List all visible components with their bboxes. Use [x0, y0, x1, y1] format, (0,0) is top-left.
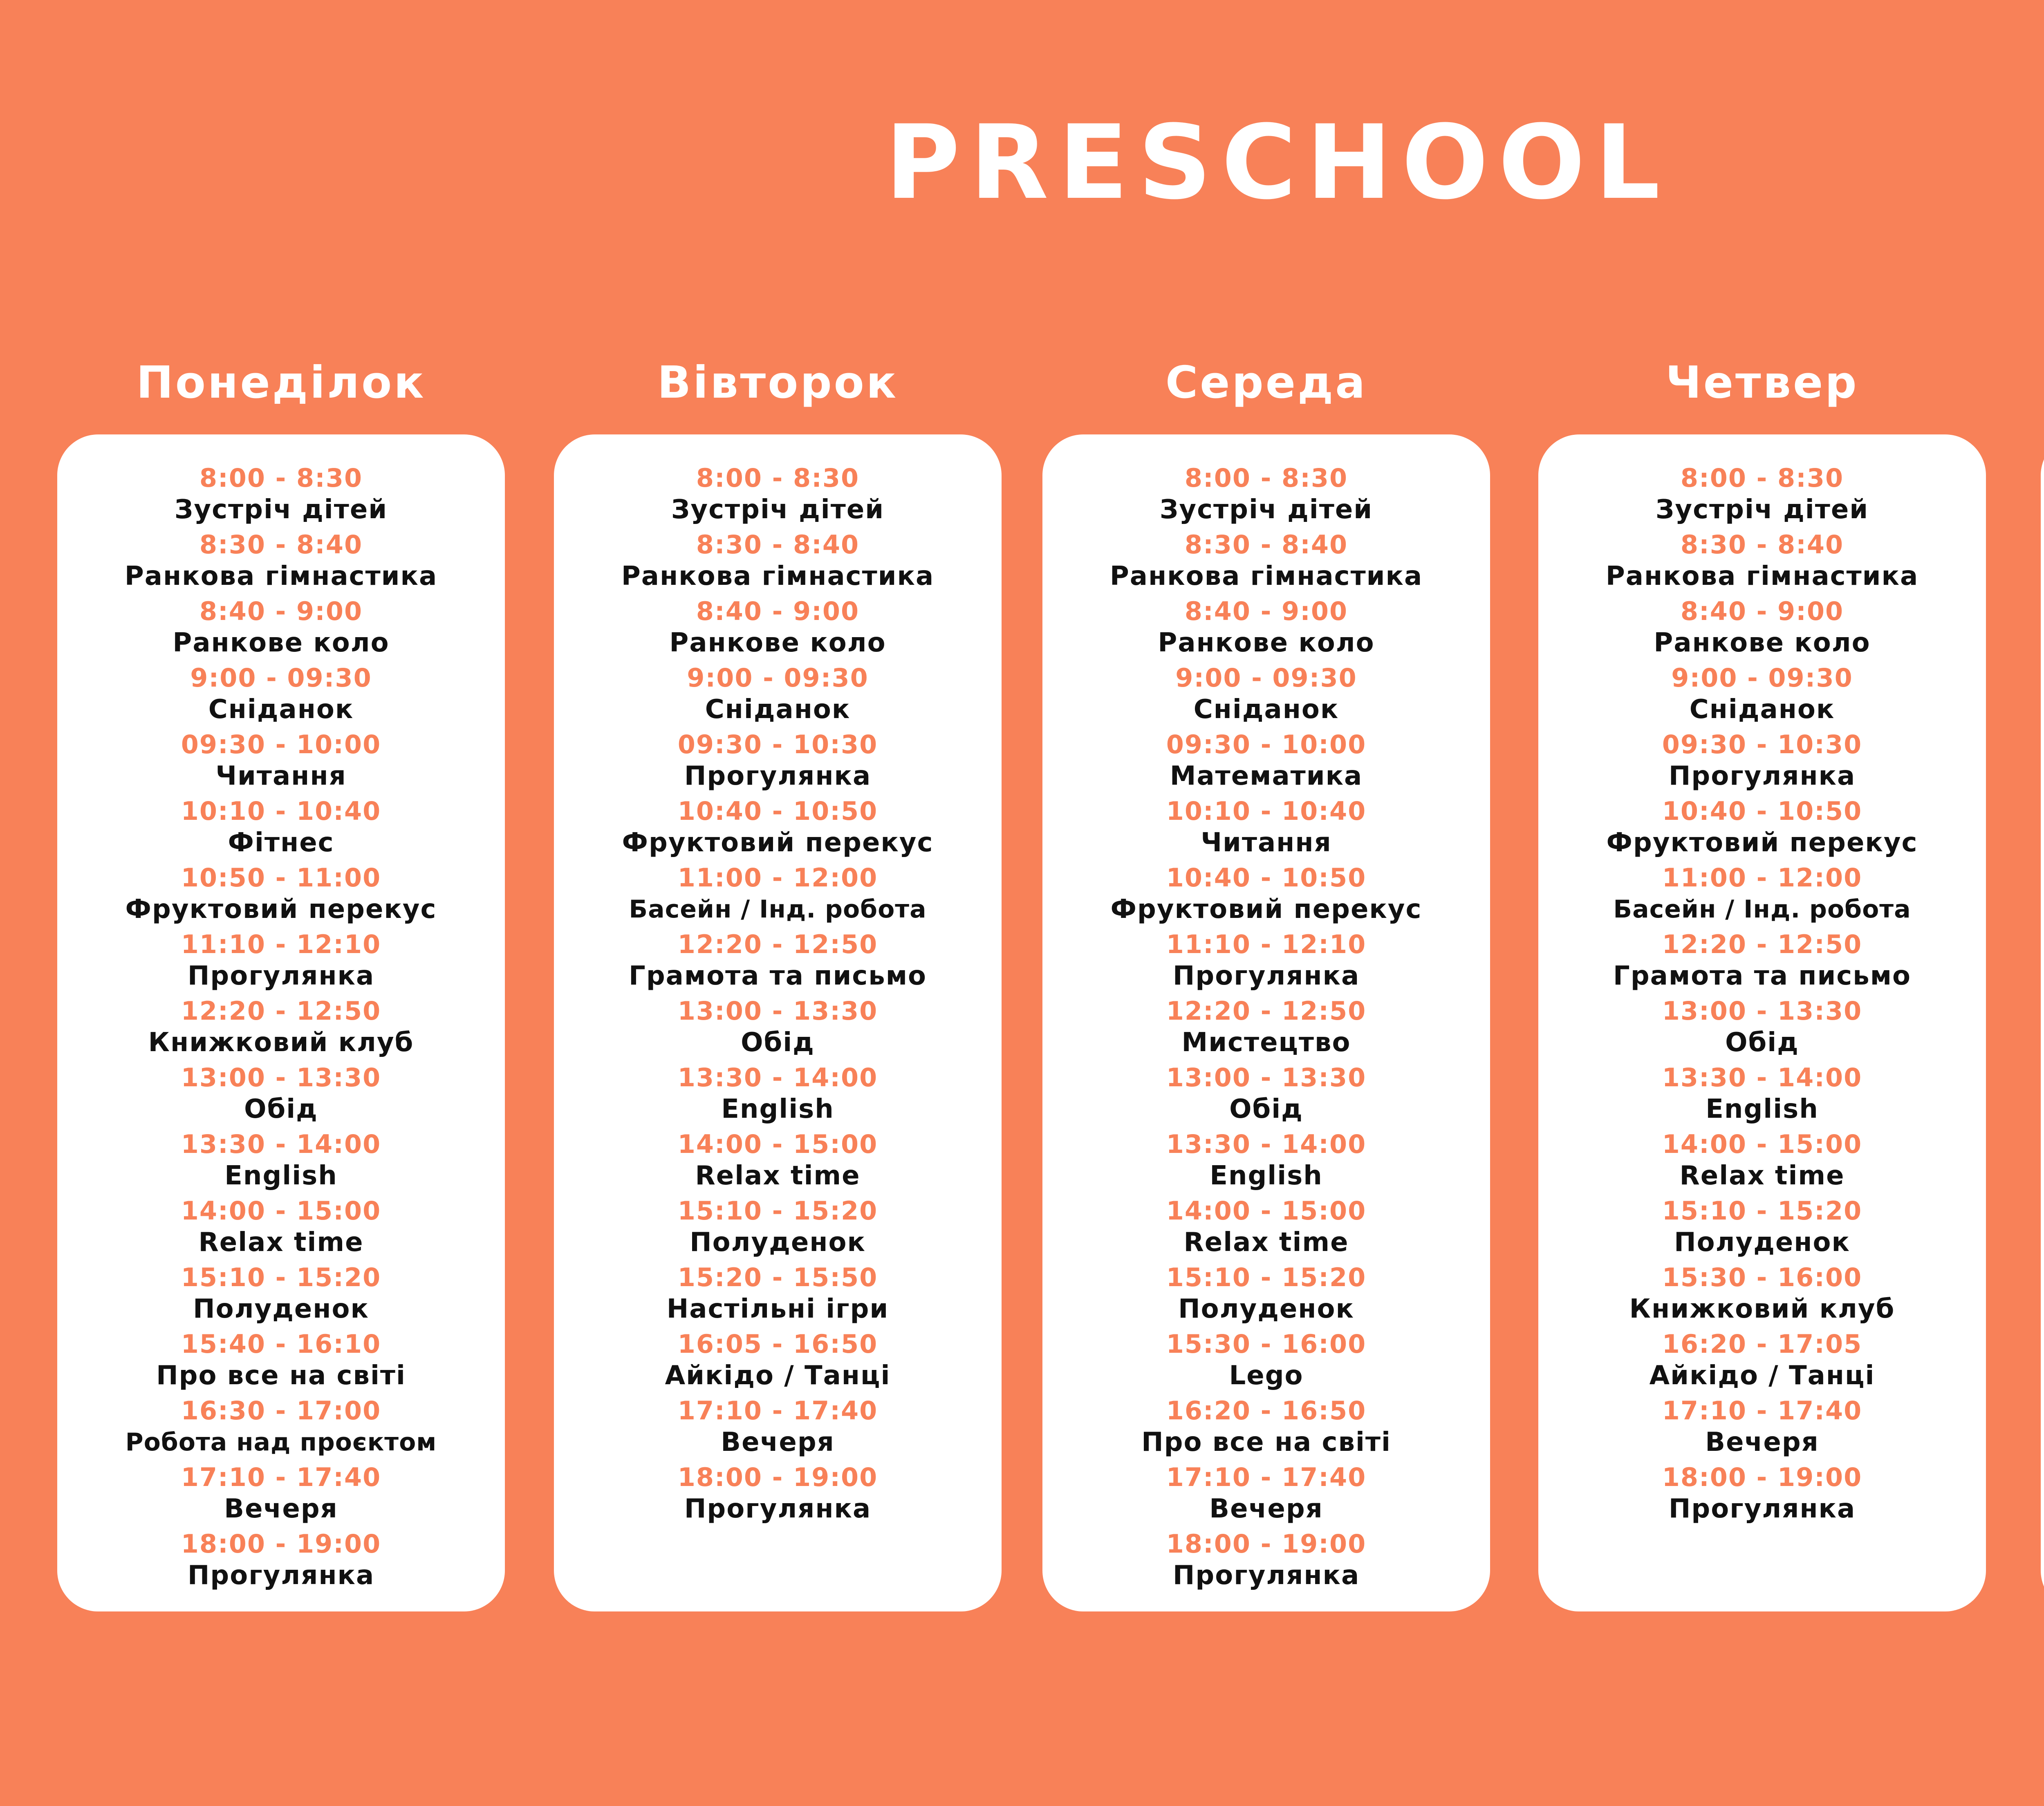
schedule-slot: [1042, 862, 1490, 928]
slot-activity: Обід: [1725, 1027, 1799, 1058]
slot-time: 8:00 - 8:30: [199, 463, 363, 493]
slot-activity: [2041, 1161, 2044, 1191]
slot-activity: English: [721, 1094, 834, 1124]
schedule-slot: [1538, 795, 1986, 862]
slot-time: [2041, 1261, 2044, 1294]
schedule-slot: [57, 862, 505, 928]
schedule-slot: [57, 1261, 505, 1328]
slot-activity: English: [1706, 1094, 1819, 1124]
schedule-slot: [1538, 728, 1986, 795]
schedule-slot: [2041, 928, 2044, 995]
slot-time: 16:20 - 16:50: [1166, 1396, 1367, 1426]
schedule-slot: [1042, 1461, 1490, 1528]
slot-time: 8:30 - 8:40: [1680, 530, 1844, 559]
schedule-slot: [1538, 462, 1986, 528]
slot-activity: Грамота та письмо: [1613, 961, 1911, 991]
slot-time: 14:00 - 15:00: [1166, 1196, 1367, 1226]
slot-time: [2041, 462, 2044, 495]
slot-time: 13:00 - 13:30: [181, 1063, 381, 1092]
schedule-slot: [1042, 528, 1490, 595]
slot-list: [1538, 462, 1986, 1528]
slot-time: [2041, 1461, 2044, 1494]
slot-activity: Прогулянка: [187, 1560, 375, 1591]
slot-activity: Полуденок: [1178, 1294, 1354, 1324]
schedule-slot: [554, 1328, 1002, 1394]
schedule-slot: [1042, 462, 1490, 528]
slot-time: 17:10 - 17:40: [181, 1462, 381, 1492]
slot-time: 10:10 - 10:40: [1166, 796, 1367, 826]
slot-activity: [2041, 1227, 2044, 1258]
schedule-slot: [2041, 995, 2044, 1061]
schedule-slot: [1538, 528, 1986, 595]
slot-time: [2041, 662, 2044, 694]
slot-time: 13:30 - 14:00: [181, 1129, 381, 1159]
page-title: PRESCHOOL: [885, 103, 1670, 222]
slot-time: 8:00 - 8:30: [1184, 463, 1348, 493]
schedule-slot: [57, 595, 505, 662]
schedule-slot: [1042, 1328, 1490, 1394]
slot-activity: Мистецтво: [1181, 1027, 1351, 1058]
slot-activity: Зустріч дітей: [174, 495, 388, 525]
slot-activity: Про все на світі: [156, 1361, 406, 1391]
schedule-slot: [1538, 995, 1986, 1061]
schedule-slot: [2041, 1261, 2044, 1328]
slot-time: 10:40 - 10:50: [1166, 863, 1367, 893]
slot-activity: Полуденок: [193, 1294, 369, 1324]
schedule-slot: [554, 1195, 1002, 1261]
slot-activity: Relax time: [695, 1161, 861, 1191]
slot-time: 8:30 - 8:40: [696, 530, 860, 559]
day-heading: Середа: [1165, 357, 1367, 408]
slot-time: 15:10 - 15:20: [181, 1262, 381, 1292]
slot-time: 15:10 - 15:20: [1662, 1196, 1862, 1226]
schedule-slot: [1042, 795, 1490, 862]
schedule-slot: [1538, 1394, 1986, 1461]
slot-activity: Обід: [741, 1027, 815, 1058]
day-heading: [2041, 352, 2044, 414]
slot-activity: Прогулянка: [187, 961, 375, 991]
slot-time: 09:30 - 10:30: [1662, 730, 1862, 759]
schedule-slot: [57, 462, 505, 528]
schedule-slot: [1538, 662, 1986, 728]
slot-activity: [2041, 894, 2044, 924]
schedule-slot: [554, 1128, 1002, 1195]
slot-activity: [2041, 561, 2044, 591]
schedule-slot: [1538, 862, 1986, 928]
slot-activity: Обід: [244, 1094, 318, 1124]
slot-time: [2041, 528, 2044, 561]
schedule-slot: [1538, 1128, 1986, 1195]
slot-activity: Ранкова гімнастика: [621, 561, 935, 591]
schedule-card: [1042, 434, 1490, 1611]
schedule-slot: [1538, 1328, 1986, 1394]
slot-time: [2041, 595, 2044, 628]
schedule-slot: [57, 1328, 505, 1394]
schedule-slot: [1042, 595, 1490, 662]
schedule-slot: [554, 1061, 1002, 1128]
slot-activity: Зустріч дітей: [1655, 495, 1869, 525]
slot-time: [2041, 1394, 2044, 1427]
schedule-slot: [554, 528, 1002, 595]
schedule-slot: [1538, 1195, 1986, 1261]
schedule-slot: [2041, 1328, 2044, 1394]
slot-activity: [2041, 628, 2044, 658]
slot-activity: Айкідо / Танці: [665, 1361, 891, 1391]
slot-activity: Математика: [1170, 761, 1363, 791]
slot-time: 09:30 - 10:00: [1166, 730, 1367, 759]
slot-time: 18:00 - 19:00: [677, 1462, 878, 1492]
slot-activity: Вечеря: [224, 1494, 338, 1524]
schedule-slot: [1042, 1394, 1490, 1461]
schedule-slot: [1042, 1128, 1490, 1195]
slot-time: 10:10 - 10:40: [181, 796, 381, 826]
schedule-slot: [1042, 728, 1490, 795]
slot-time: [2041, 862, 2044, 894]
slot-activity: Книжковий клуб: [148, 1027, 414, 1058]
slot-time: 11:10 - 12:10: [181, 929, 381, 959]
slot-time: 15:40 - 16:10: [181, 1329, 381, 1359]
slot-activity: Прогулянка: [1668, 761, 1856, 791]
schedule-slot: [1042, 995, 1490, 1061]
schedule-slot: [2041, 1128, 2044, 1195]
slot-time: 11:00 - 12:00: [1662, 863, 1862, 893]
slot-activity: Relax time: [1183, 1227, 1349, 1258]
schedule-slot: [2041, 1394, 2044, 1461]
slot-activity: Грамота та письмо: [629, 961, 927, 991]
slot-activity: Сніданок: [208, 694, 354, 725]
schedule-slot: [57, 928, 505, 995]
slot-time: [2041, 995, 2044, 1027]
slot-activity: Сніданок: [1689, 694, 1835, 725]
slot-activity: Обід: [1229, 1094, 1303, 1124]
slot-time: 8:40 - 9:00: [1184, 596, 1348, 626]
schedule-slot: [1538, 1061, 1986, 1128]
schedule-slot: [554, 862, 1002, 928]
day-heading: Вівторок: [657, 357, 899, 408]
slot-activity: Про все на світі: [1141, 1427, 1391, 1457]
slot-list: [57, 462, 505, 1594]
slot-activity: Фруктовий перекус: [125, 894, 437, 924]
slot-time: 13:30 - 14:00: [1166, 1129, 1367, 1159]
slot-activity: [2041, 1361, 2044, 1391]
slot-activity: Басейн / Інд. робота: [1613, 895, 1911, 924]
slot-activity: Прогулянка: [1172, 961, 1360, 991]
slot-activity: Ранкова гімнастика: [1109, 561, 1423, 591]
slot-time: 15:30 - 16:00: [1662, 1262, 1862, 1292]
slot-time: 09:30 - 10:00: [181, 730, 381, 759]
slot-activity: Ранкове коло: [669, 628, 886, 658]
schedule-slot: [57, 1128, 505, 1195]
schedule-slot: [554, 995, 1002, 1061]
slot-activity: Басейн / Інд. робота: [629, 895, 927, 924]
slot-activity: Прогулянка: [1172, 1560, 1360, 1591]
schedule-slot: [57, 1195, 505, 1261]
schedule-slot: [2041, 595, 2044, 662]
slot-time: 13:30 - 14:00: [677, 1063, 878, 1092]
slot-activity: [2041, 694, 2044, 725]
slot-time: 8:00 - 8:30: [696, 463, 860, 493]
slot-time: [2041, 928, 2044, 961]
slot-activity: [2041, 1494, 2044, 1524]
schedule-slot: [2041, 1528, 2044, 1594]
slot-activity: Книжковий клуб: [1629, 1294, 1895, 1324]
slot-time: [2041, 795, 2044, 828]
slot-time: 16:05 - 16:50: [677, 1329, 878, 1359]
slot-list: [554, 462, 1002, 1528]
slot-activity: Lego: [1229, 1361, 1304, 1391]
schedule-slot: [1042, 1061, 1490, 1128]
schedule-slot: [554, 928, 1002, 995]
slot-activity: Читання: [1201, 828, 1332, 858]
slot-time: 9:00 - 09:30: [687, 663, 869, 693]
slot-time: 14:00 - 15:00: [677, 1129, 878, 1159]
schedule-slot: [57, 995, 505, 1061]
slot-time: 9:00 - 09:30: [1671, 663, 1853, 693]
slot-time: [2041, 1128, 2044, 1161]
slot-activity: English: [224, 1161, 338, 1191]
slot-time: 16:20 - 17:05: [1662, 1329, 1862, 1359]
slot-time: 12:20 - 12:50: [677, 929, 878, 959]
slot-time: 17:10 - 17:40: [677, 1396, 878, 1426]
slot-activity: Фітнес: [228, 828, 334, 858]
slot-time: 8:40 - 9:00: [1680, 596, 1844, 626]
slot-activity: [2041, 761, 2044, 791]
slot-activity: Прогулянка: [684, 1494, 872, 1524]
schedule-slot: [2041, 1061, 2044, 1128]
slot-time: 17:10 - 17:40: [1166, 1462, 1367, 1492]
slot-time: [2041, 1528, 2044, 1560]
slot-time: 8:40 - 9:00: [199, 596, 363, 626]
slot-time: 11:00 - 12:00: [677, 863, 878, 893]
slot-time: 16:30 - 17:00: [181, 1396, 381, 1426]
schedule-slot: [57, 728, 505, 795]
schedule-slot: [1042, 1528, 1490, 1594]
schedule-slot: [57, 528, 505, 595]
slot-time: 13:00 - 13:30: [1662, 996, 1862, 1026]
slot-activity: Relax time: [198, 1227, 364, 1258]
slot-time: 13:00 - 13:30: [677, 996, 878, 1026]
schedule-slot: [2041, 862, 2044, 928]
slot-activity: Фруктовий перекус: [1110, 894, 1422, 924]
slot-list: [2041, 462, 2044, 1594]
slot-activity: Фруктовий перекус: [622, 828, 934, 858]
slot-time: 12:20 - 12:50: [1662, 929, 1862, 959]
slot-time: 12:20 - 12:50: [181, 996, 381, 1026]
slot-activity: English: [1210, 1161, 1323, 1191]
slot-activity: Фруктовий перекус: [1606, 828, 1918, 858]
schedule-slot: [2041, 528, 2044, 595]
schedule-slot: [1538, 928, 1986, 995]
schedule-slot: [554, 1394, 1002, 1461]
schedule-slot: [554, 1261, 1002, 1328]
schedule-slot: [1042, 1261, 1490, 1328]
schedule-slot: [2041, 1195, 2044, 1261]
schedule-slot: [1042, 928, 1490, 995]
slot-time: 14:00 - 15:00: [181, 1196, 381, 1226]
slot-activity: Прогулянка: [1668, 1494, 1856, 1524]
slot-time: [2041, 1195, 2044, 1227]
slot-activity: Настільні ігри: [666, 1294, 889, 1324]
schedule-slot: [57, 1061, 505, 1128]
slot-activity: [2041, 1027, 2044, 1058]
slot-activity: Сніданок: [705, 694, 851, 725]
slot-activity: [2041, 1560, 2044, 1591]
slot-time: 15:30 - 16:00: [1166, 1329, 1367, 1359]
slot-time: 13:30 - 14:00: [1662, 1063, 1862, 1092]
schedule-slot: [554, 595, 1002, 662]
slot-activity: [2041, 495, 2044, 525]
schedule-slot: [57, 1528, 505, 1594]
schedule-slot: [554, 662, 1002, 728]
slot-activity: Полуденок: [1674, 1227, 1850, 1258]
day-heading: Четвер: [1665, 357, 1859, 408]
slot-time: [2041, 1328, 2044, 1361]
slot-activity: Relax time: [1679, 1161, 1845, 1191]
schedule-slot: [554, 795, 1002, 862]
slot-activity: Ранкова гімнастика: [124, 561, 438, 591]
schedule-slot: [2041, 462, 2044, 528]
slot-activity: Сніданок: [1193, 694, 1339, 725]
schedule-slot: [2041, 1461, 2044, 1528]
slot-time: 18:00 - 19:00: [181, 1529, 381, 1559]
schedule-slot: [2041, 795, 2044, 862]
slot-activity: [2041, 1294, 2044, 1324]
slot-time: 8:30 - 8:40: [1184, 530, 1348, 559]
slot-activity: [2041, 828, 2044, 858]
schedule-slot: [57, 662, 505, 728]
slot-time: [2041, 1061, 2044, 1094]
schedule-slot: [1042, 662, 1490, 728]
slot-time: 8:40 - 9:00: [696, 596, 860, 626]
schedule-slot: [554, 462, 1002, 528]
slot-activity: Зустріч дітей: [1159, 495, 1373, 525]
slot-time: 10:50 - 11:00: [181, 863, 381, 893]
slot-list: [1042, 462, 1490, 1594]
slot-activity: Полуденок: [690, 1227, 866, 1258]
slot-activity: Вечеря: [1209, 1494, 1323, 1524]
schedule-card: [554, 434, 1002, 1611]
slot-time: 14:00 - 15:00: [1662, 1129, 1862, 1159]
schedule-slot: [2041, 662, 2044, 728]
slot-time: 8:30 - 8:40: [199, 530, 363, 559]
slot-activity: Читання: [215, 761, 347, 791]
slot-activity: Ранкове коло: [1158, 628, 1375, 658]
schedule-slot: [2041, 728, 2044, 795]
slot-activity: Ранкове коло: [1654, 628, 1871, 658]
slot-time: 15:10 - 15:20: [1166, 1262, 1367, 1292]
slot-time: 10:40 - 10:50: [677, 796, 878, 826]
slot-activity: [2041, 1094, 2044, 1124]
slot-time: 13:00 - 13:30: [1166, 1063, 1367, 1092]
slot-time: 8:00 - 8:30: [1680, 463, 1844, 493]
slot-time: [2041, 728, 2044, 761]
slot-time: 18:00 - 19:00: [1662, 1462, 1862, 1492]
slot-time: 11:10 - 12:10: [1166, 929, 1367, 959]
slot-activity: Робота над проєктом: [125, 1428, 437, 1457]
schedule-slot: [554, 1461, 1002, 1528]
schedule-slot: [57, 1394, 505, 1461]
slot-time: 15:20 - 15:50: [677, 1262, 878, 1292]
schedule-slot: [1538, 1461, 1986, 1528]
slot-time: 15:10 - 15:20: [677, 1196, 878, 1226]
slot-activity: Айкідо / Танці: [1649, 1361, 1875, 1391]
slot-activity: [2041, 961, 2044, 991]
schedule-card: [1538, 434, 1986, 1611]
schedule-slot: [1042, 1195, 1490, 1261]
schedule-slot: [57, 1461, 505, 1528]
slot-time: 17:10 - 17:40: [1662, 1396, 1862, 1426]
slot-activity: Вечеря: [1705, 1427, 1819, 1457]
day-heading: Понеділок: [136, 357, 426, 408]
slot-activity: Вечеря: [721, 1427, 835, 1457]
schedule-slot: [57, 795, 505, 862]
slot-activity: [2041, 1427, 2044, 1457]
slot-time: 12:20 - 12:50: [1166, 996, 1367, 1026]
slot-activity: Прогулянка: [684, 761, 872, 791]
slot-time: 09:30 - 10:30: [677, 730, 878, 759]
slot-activity: Ранкове коло: [173, 628, 390, 658]
schedule-card: [57, 434, 505, 1611]
slot-activity: Зустріч дітей: [671, 495, 885, 525]
slot-time: 9:00 - 09:30: [190, 663, 372, 693]
schedule-slot: [1538, 1261, 1986, 1328]
schedule-card: [2041, 434, 2044, 1611]
schedule-slot: [554, 728, 1002, 795]
slot-time: 9:00 - 09:30: [1175, 663, 1357, 693]
schedule-slot: [1538, 595, 1986, 662]
slot-activity: Ранкова гімнастика: [1605, 561, 1919, 591]
slot-time: 18:00 - 19:00: [1166, 1529, 1367, 1559]
slot-time: 10:40 - 10:50: [1662, 796, 1862, 826]
